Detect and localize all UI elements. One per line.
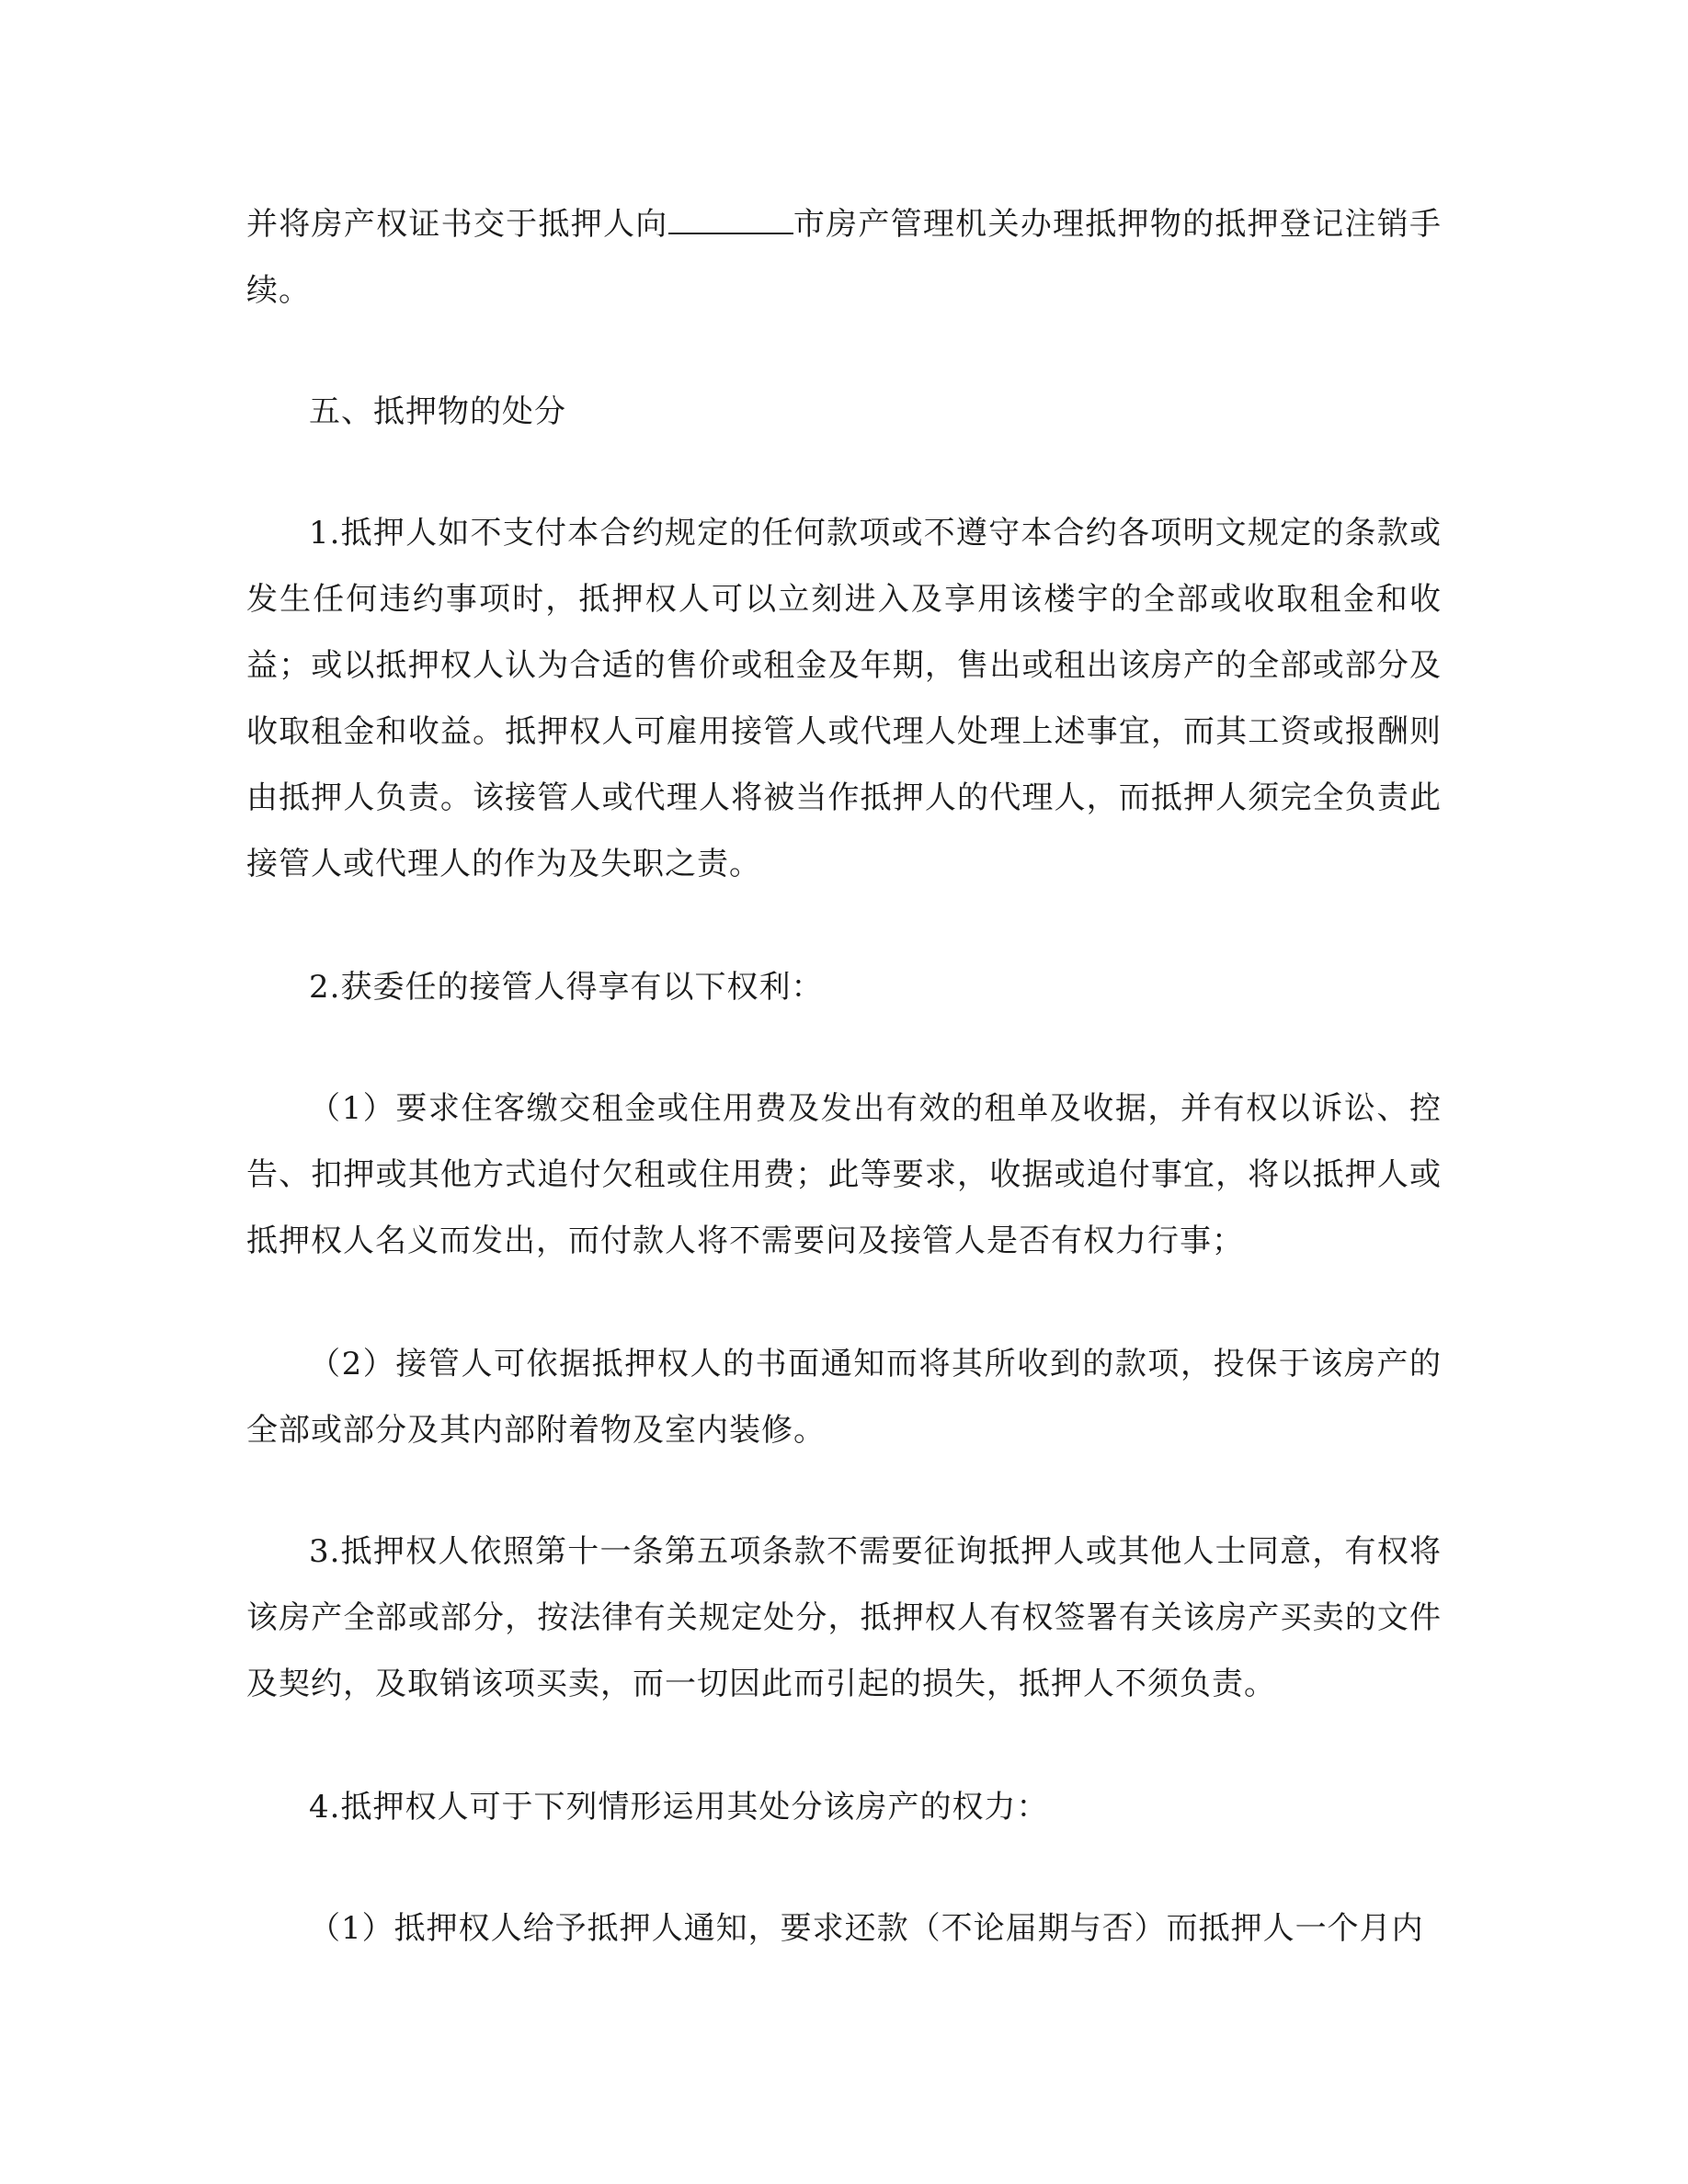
- clause-3: 3.抵押权人依照第十一条第五项条款不需要征询抵押人或其他人士同意，有权将该房产全部或部分，按法律有关规定处分，抵押权人有权签署有关该房产买卖的文件及契约，及取销该项买卖，而一切因此而引起的损失，抵押人不须负责。: [246, 1533, 1442, 1702]
- clause-2-item-1: （1）要求住客缴交租金或住用费及发出有效的租单及收据，并有权以诉讼、控告、扣押或其他方式追付欠租或住用费；此等要求，收据或追付事宜，将以抵押人或抵押权人名义而发出，而付款人将不需要问及接管人是否有权力行事；: [246, 1090, 1442, 1259]
- clause-4-item-1: （1）抵押权人给予抵押人通知，要求还款（不论届期与否）而抵押人一个月内: [309, 1910, 1424, 1947]
- paragraph-text-after-blank: 市房产管理机关办理抵押物的抵押登记注销手续。: [246, 206, 1442, 309]
- paragraph-registration-cancellation: [246, 191, 1442, 324]
- clause-2: 2.获委任的接管人得享有以下权利：: [309, 969, 824, 1006]
- fill-in-blank: [668, 205, 793, 234]
- clause-2-item-2: （2）接管人可依据抵押权人的书面通知而将其所收到的款项，投保于该房产的全部或部分及其内部附着物及室内装修。: [246, 1346, 1442, 1449]
- clause-4: 4.抵押权人可于下列情形运用其处分该房产的权力：: [309, 1789, 1049, 1826]
- paragraph-text-before-blank: 并将房产权证书交于抵押人向: [246, 206, 668, 243]
- section-heading: 五、抵押物的处分: [309, 393, 566, 430]
- clause-1: 1.抵押人如不支付本合约规定的任何款项或不遵守本合约各项明文规定的条款或发生任何违约事项时，抵押权人可以立刻进入及享用该楼宇的全部或收取租金和收益；或以抵押权人认为合适的售价或租金及年期，售出或租出该房产的全部或部分及收取租金和收益。抵押权人可雇用接管人或代理人处理上述事宜，而其工资或报酬则由抵押人负责。该接管人或代理人将被当作抵押人的代理人，而抵押人须完全负责此接管人或代理人的作为及失职之责。: [246, 515, 1442, 882]
